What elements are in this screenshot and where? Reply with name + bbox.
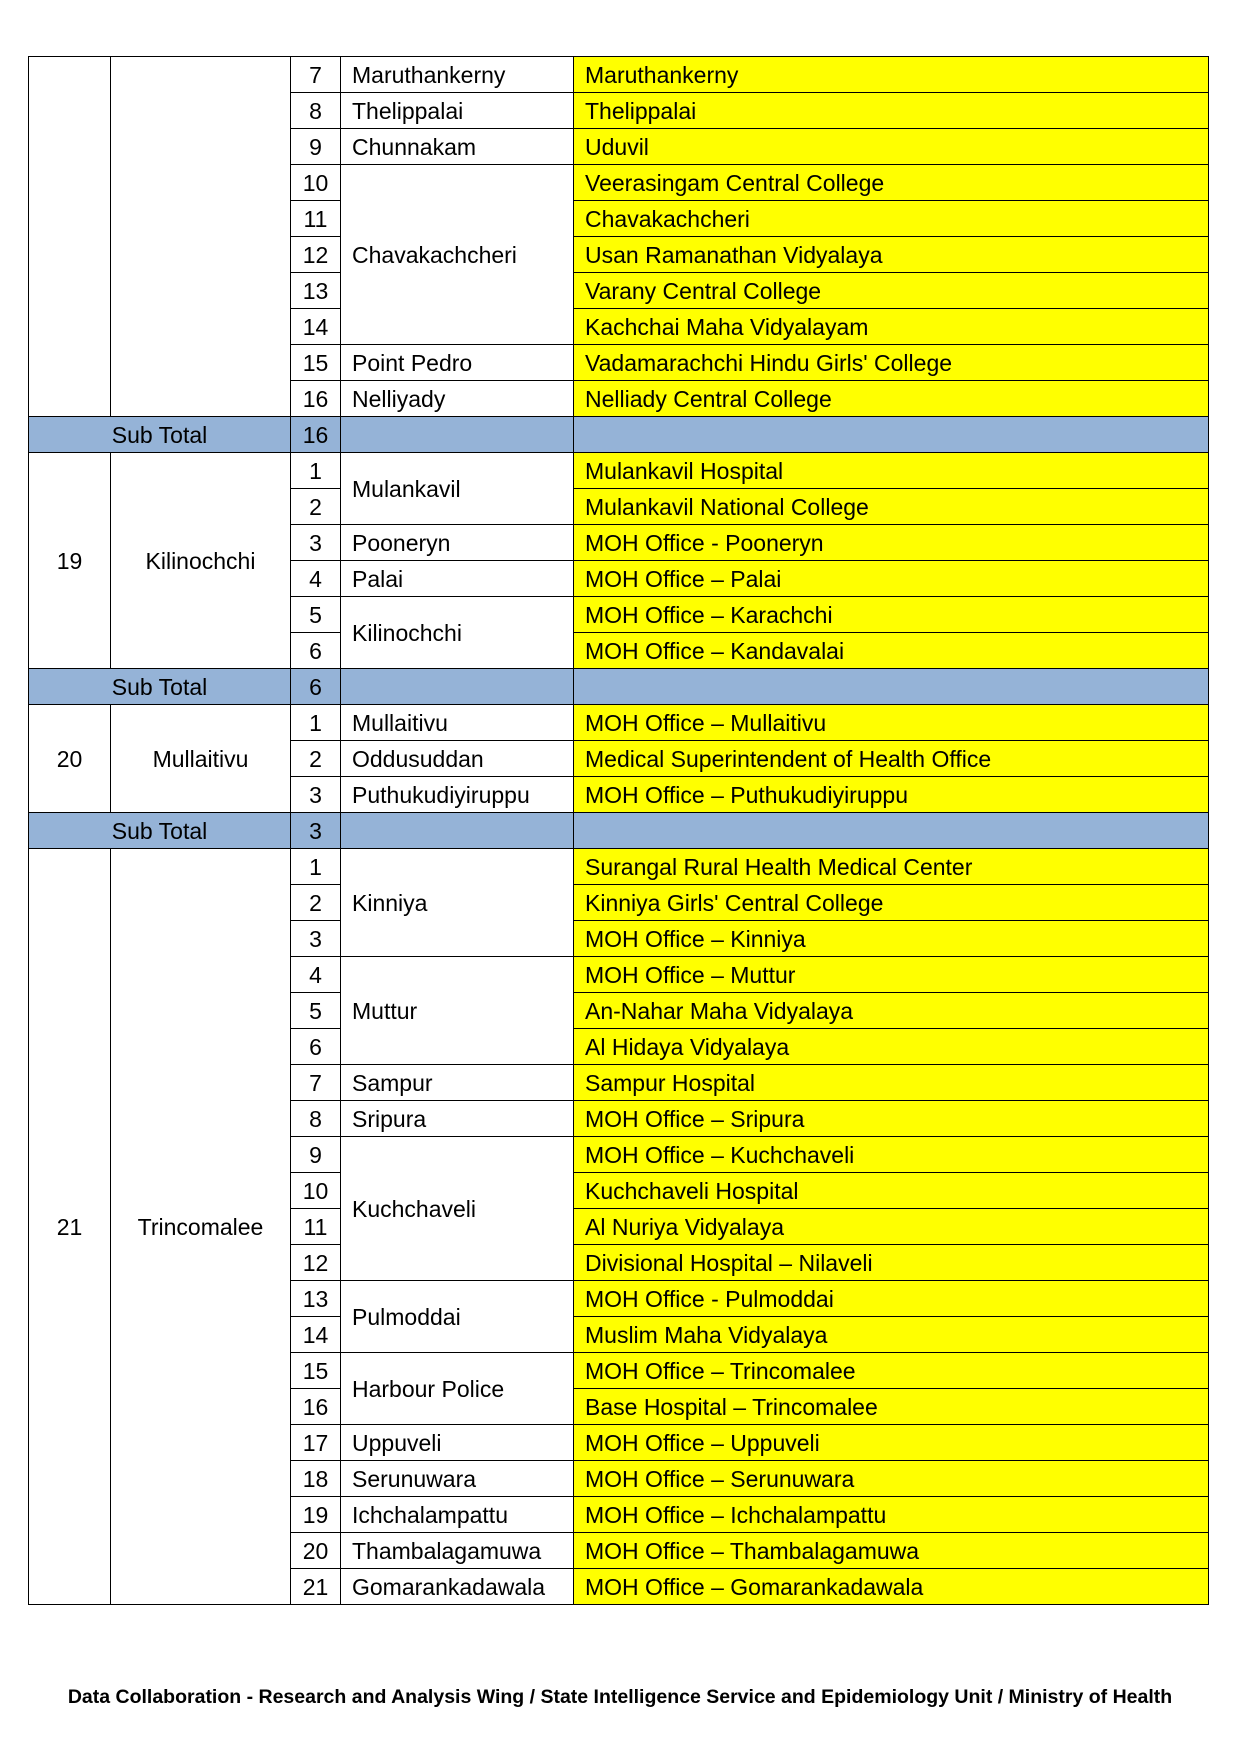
moh-area-cell: Sripura [341, 1101, 574, 1137]
center-number-cell: 9 [291, 129, 341, 165]
vaccination-center-cell: MOH Office – Trincomalee [574, 1353, 1209, 1389]
center-number-cell: 18 [291, 1461, 341, 1497]
center-number-cell: 6 [291, 633, 341, 669]
center-number-cell: 1 [291, 453, 341, 489]
district-name-cell: Kilinochchi [111, 453, 291, 669]
moh-area-cell: Uppuveli [341, 1425, 574, 1461]
subtotal-empty-cell [574, 813, 1209, 849]
center-number-cell: 14 [291, 1317, 341, 1353]
center-number-cell: 8 [291, 93, 341, 129]
vaccination-center-cell: Muslim Maha Vidyalaya [574, 1317, 1209, 1353]
subtotal-empty-cell [574, 669, 1209, 705]
vaccination-center-cell: MOH Office - Pooneryn [574, 525, 1209, 561]
moh-area-cell: Maruthankerny [341, 57, 574, 93]
vaccination-center-cell: An-Nahar Maha Vidyalaya [574, 993, 1209, 1029]
center-number-cell: 3 [291, 777, 341, 813]
moh-area-cell: Thambalagamuwa [341, 1533, 574, 1569]
center-number-cell: 15 [291, 345, 341, 381]
district-name-cell [111, 57, 291, 417]
moh-area-cell: Sampur [341, 1065, 574, 1101]
moh-area-cell: Nelliyady [341, 381, 574, 417]
moh-area-cell: Chunnakam [341, 129, 574, 165]
page-footer: Data Collaboration - Research and Analysis Wing / State Intelligence Service and Epidemiology Unit / Ministry of Health [67, 1686, 1173, 1708]
district-name-cell: Trincomalee [111, 849, 291, 1605]
table-row [29, 705, 1209, 741]
center-number-cell: 16 [291, 1389, 341, 1425]
center-number-cell: 4 [291, 561, 341, 597]
vaccination-center-cell: Nelliady Central College [574, 381, 1209, 417]
center-number-cell: 19 [291, 1497, 341, 1533]
subtotal-empty-cell [341, 417, 574, 453]
center-number-cell: 4 [291, 957, 341, 993]
center-number-cell: 12 [291, 1245, 341, 1281]
vaccination-center-cell: Sampur Hospital [574, 1065, 1209, 1101]
vaccination-center-cell: Al Nuriya Vidyalaya [574, 1209, 1209, 1245]
center-number-cell: 5 [291, 993, 341, 1029]
moh-area-cell: Puthukudiyiruppu [341, 777, 574, 813]
vaccination-center-cell: Kachchai Maha Vidyalayam [574, 309, 1209, 345]
vaccination-center-cell: MOH Office – Serunuwara [574, 1461, 1209, 1497]
vaccination-center-cell: MOH Office – Uppuveli [574, 1425, 1209, 1461]
vaccination-center-cell: MOH Office – Kinniya [574, 921, 1209, 957]
vaccination-center-cell: Varany Central College [574, 273, 1209, 309]
vaccination-center-cell: Usan Ramanathan Vidyalaya [574, 237, 1209, 273]
moh-area-cell: Kuchchaveli [341, 1137, 574, 1281]
moh-area-cell: Mullaitivu [341, 705, 574, 741]
subtotal-label: Sub Total [29, 813, 291, 849]
subtotal-count: 6 [291, 669, 341, 705]
table-row [29, 849, 1209, 885]
vaccination-center-cell: MOH Office – Puthukudiyiruppu [574, 777, 1209, 813]
moh-area-cell: Ichchalampattu [341, 1497, 574, 1533]
center-number-cell: 13 [291, 273, 341, 309]
moh-area-cell: Serunuwara [341, 1461, 574, 1497]
table-row [29, 453, 1209, 489]
vaccination-center-cell: Kinniya Girls' Central College [574, 885, 1209, 921]
vaccination-center-cell: Maruthankerny [574, 57, 1209, 93]
center-number-cell: 2 [291, 741, 341, 777]
district-number-cell: 20 [29, 705, 111, 813]
center-number-cell: 10 [291, 165, 341, 201]
vaccination-center-cell: Mulankavil Hospital [574, 453, 1209, 489]
vaccination-centers-table [28, 56, 1209, 1605]
center-number-cell: 1 [291, 705, 341, 741]
center-number-cell: 20 [291, 1533, 341, 1569]
vaccination-center-cell: Base Hospital – Trincomalee [574, 1389, 1209, 1425]
vaccination-center-cell: MOH Office – Muttur [574, 957, 1209, 993]
district-name-cell: Mullaitivu [111, 705, 291, 813]
vaccination-center-cell: MOH Office – Gomarankadawala [574, 1569, 1209, 1605]
moh-area-cell: Mulankavil [341, 453, 574, 525]
center-number-cell: 10 [291, 1173, 341, 1209]
center-number-cell: 12 [291, 237, 341, 273]
district-number-cell: 21 [29, 849, 111, 1605]
moh-area-cell: Palai [341, 561, 574, 597]
moh-area-cell: Point Pedro [341, 345, 574, 381]
moh-area-cell: Kinniya [341, 849, 574, 957]
subtotal-empty-cell [341, 669, 574, 705]
vaccination-center-cell: Medical Superintendent of Health Office [574, 741, 1209, 777]
subtotal-row [29, 417, 1209, 453]
subtotal-empty-cell [341, 813, 574, 849]
vaccination-center-cell: Veerasingam Central College [574, 165, 1209, 201]
district-number-cell: 19 [29, 453, 111, 669]
subtotal-label: Sub Total [29, 417, 291, 453]
center-number-cell: 2 [291, 489, 341, 525]
center-number-cell: 9 [291, 1137, 341, 1173]
vaccination-center-cell: Uduvil [574, 129, 1209, 165]
moh-area-cell: Kilinochchi [341, 597, 574, 669]
vaccination-center-cell: Thelippalai [574, 93, 1209, 129]
moh-area-cell: Chavakachcheri [341, 165, 574, 345]
vaccination-center-cell: MOH Office – Kuchchaveli [574, 1137, 1209, 1173]
vaccination-center-cell: Kuchchaveli Hospital [574, 1173, 1209, 1209]
moh-area-cell: Harbour Police [341, 1353, 574, 1425]
vaccination-center-cell: Chavakachcheri [574, 201, 1209, 237]
center-number-cell: 6 [291, 1029, 341, 1065]
center-number-cell: 7 [291, 1065, 341, 1101]
vaccination-center-cell: MOH Office – Mullaitivu [574, 705, 1209, 741]
center-number-cell: 15 [291, 1353, 341, 1389]
center-number-cell: 11 [291, 1209, 341, 1245]
center-number-cell: 3 [291, 525, 341, 561]
vaccination-center-cell: Al Hidaya Vidyalaya [574, 1029, 1209, 1065]
center-number-cell: 5 [291, 597, 341, 633]
vaccination-center-cell: MOH Office - Pulmoddai [574, 1281, 1209, 1317]
district-number-cell [29, 57, 111, 417]
center-number-cell: 14 [291, 309, 341, 345]
center-number-cell: 11 [291, 201, 341, 237]
moh-area-cell: Pooneryn [341, 525, 574, 561]
moh-area-cell: Gomarankadawala [341, 1569, 574, 1605]
center-number-cell: 16 [291, 381, 341, 417]
center-number-cell: 7 [291, 57, 341, 93]
subtotal-label: Sub Total [29, 669, 291, 705]
subtotal-row [29, 669, 1209, 705]
subtotal-row [29, 813, 1209, 849]
vaccination-center-cell: MOH Office – Sripura [574, 1101, 1209, 1137]
center-number-cell: 3 [291, 921, 341, 957]
vaccination-center-cell: Mulankavil National College [574, 489, 1209, 525]
vaccination-center-cell: MOH Office – Thambalagamuwa [574, 1533, 1209, 1569]
center-number-cell: 13 [291, 1281, 341, 1317]
center-number-cell: 1 [291, 849, 341, 885]
subtotal-count: 3 [291, 813, 341, 849]
moh-area-cell: Muttur [341, 957, 574, 1065]
center-number-cell: 21 [291, 1569, 341, 1605]
vaccination-center-cell: MOH Office – Ichchalampattu [574, 1497, 1209, 1533]
center-number-cell: 17 [291, 1425, 341, 1461]
moh-area-cell: Oddusuddan [341, 741, 574, 777]
moh-area-cell: Pulmoddai [341, 1281, 574, 1353]
center-number-cell: 8 [291, 1101, 341, 1137]
vaccination-center-cell: Surangal Rural Health Medical Center [574, 849, 1209, 885]
moh-area-cell: Thelippalai [341, 93, 574, 129]
center-number-cell: 2 [291, 885, 341, 921]
vaccination-center-cell: MOH Office – Kandavalai [574, 633, 1209, 669]
vaccination-center-cell: MOH Office – Karachchi [574, 597, 1209, 633]
table-row [29, 57, 1209, 93]
subtotal-count: 16 [291, 417, 341, 453]
vaccination-center-cell: MOH Office – Palai [574, 561, 1209, 597]
vaccination-center-cell: Divisional Hospital – Nilaveli [574, 1245, 1209, 1281]
subtotal-empty-cell [574, 417, 1209, 453]
vaccination-center-cell: Vadamarachchi Hindu Girls' College [574, 345, 1209, 381]
